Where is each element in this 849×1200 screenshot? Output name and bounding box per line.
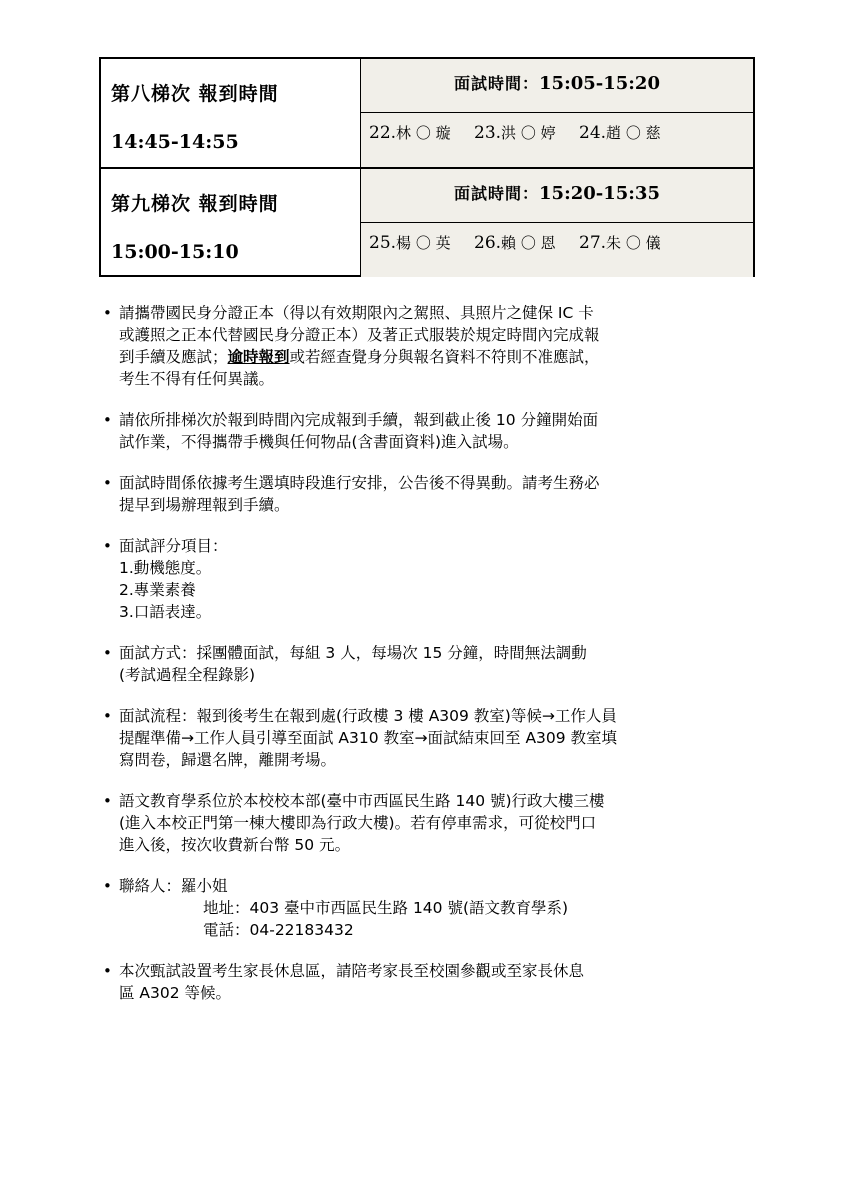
note-checkin-procedure <box>103 409 763 453</box>
scoring-item: 3.口語表達。 <box>119 603 212 621</box>
group-label: 第八梯次 報到時間 <box>111 83 279 105</box>
candidate <box>369 122 451 143</box>
bullet-icon: • <box>103 644 112 662</box>
candidate-name: 洪 〇 婷 <box>501 124 556 142</box>
late-arrival-emphasis: 逾時報到 <box>227 348 290 366</box>
bullet-icon: • <box>103 962 112 980</box>
note-line: (進入本校正門第一棟大樓即為行政大樓)。若有停車需求，可從校門口 <box>119 814 597 832</box>
bullet-icon: • <box>103 474 112 492</box>
note-line <box>119 346 763 368</box>
candidate-number: 25. <box>369 233 397 253</box>
interview-time-value: 15:20-15:35 <box>539 183 660 204</box>
note-line: 試作業，不得攜帶手機與任何物品(含書面資料)進入試場。 <box>119 433 519 451</box>
contact-person: 聯絡人：羅小姐 <box>119 877 228 895</box>
candidate <box>474 122 556 143</box>
bullet-icon: • <box>103 304 112 322</box>
candidate-name: 賴 〇 恩 <box>501 234 556 252</box>
bullet-icon: • <box>103 877 112 895</box>
note-contact <box>103 875 763 941</box>
schedule-group-9 <box>101 169 753 277</box>
note-line: 區 A302 等候。 <box>119 984 232 1002</box>
interview-time <box>361 181 753 204</box>
interview-time-label: 面試時間： <box>454 184 540 203</box>
interview-time-value: 15:05-15:20 <box>539 73 660 94</box>
note-line: 面試方式：採團體面試，每組 3 人，每場次 15 分鐘，時間無法調動 <box>119 644 587 662</box>
cell-divider <box>361 222 753 223</box>
note-line: 或護照之正本代替國民身分證正本）及著正式服裝於規定時間內完成報 <box>119 326 600 344</box>
candidate-name: 林 〇 璇 <box>396 124 451 142</box>
notes-list <box>103 302 763 1023</box>
scoring-item: 2.專業素養 <box>119 581 196 599</box>
candidate-list <box>369 122 679 143</box>
candidate <box>474 232 556 253</box>
candidate-number: 24. <box>579 123 607 143</box>
checkin-time: 14:45-14:55 <box>111 131 239 153</box>
scoring-item: 1.動機態度。 <box>119 559 212 577</box>
bullet-icon: • <box>103 411 112 429</box>
candidate-name: 朱 〇 儀 <box>606 234 661 252</box>
contact-address: 地址：403 臺中市西區民生路 140 號(語文教育學系) <box>203 899 569 917</box>
note-location-parking <box>103 790 763 856</box>
note-parent-lounge <box>103 960 763 1004</box>
group-info-cell <box>101 59 361 167</box>
candidate-number: 27. <box>579 233 607 253</box>
schedule-group-8 <box>101 59 753 167</box>
candidate <box>579 232 661 253</box>
bullet-icon: • <box>103 792 112 810</box>
candidate <box>579 122 661 143</box>
note-line: 面試時間係依據考生選填時段進行安排，公告後不得異動。請考生務必 <box>119 474 600 492</box>
candidate-number: 22. <box>369 123 397 143</box>
note-line: 進入後，按次收費新台幣 50 元。 <box>119 836 351 854</box>
candidate-list <box>369 232 679 253</box>
note-text: 或若經查覺身分與報名資料不符則不准應試， <box>289 348 600 366</box>
note-line: 本次甄試設置考生家長休息區，請陪考家長至校園參觀或至家長休息 <box>119 962 585 980</box>
note-id-requirement <box>103 302 763 390</box>
note-line: 面試流程：報到後考生在報到處(行政樓 3 樓 A309 教室)等候→工作人員 <box>119 707 617 725</box>
schedule-table <box>99 57 755 277</box>
note-line: 請依所排梯次於報到時間內完成報到手續，報到截止後 10 分鐘開始面 <box>119 411 599 429</box>
interview-time-label: 面試時間： <box>454 74 540 93</box>
note-scoring-items <box>103 535 763 623</box>
note-line: 考生不得有任何異議。 <box>119 370 275 388</box>
contact-phone: 電話：04-22183432 <box>203 921 354 939</box>
cell-divider <box>361 112 753 113</box>
note-line: 請攜帶國民身分證正本（得以有效期限內之駕照、具照片之健保 IC 卡 <box>119 304 594 322</box>
group-detail-cell <box>361 169 753 277</box>
note-line: 提早到場辦理報到手續。 <box>119 496 290 514</box>
note-line: 提醒準備→工作人員引導至面試 A310 教室→面試結束回至 A309 教室填 <box>119 729 618 747</box>
candidate-name: 趙 〇 慈 <box>606 124 661 142</box>
note-line: 語文教育學系位於本校校本部(臺中市西區民生路 140 號)行政大樓三樓 <box>119 792 605 810</box>
candidate-number: 26. <box>474 233 502 253</box>
note-title: 面試評分項目： <box>119 537 228 555</box>
bullet-icon: • <box>103 537 112 555</box>
candidate-name: 楊 〇 英 <box>396 234 451 252</box>
note-interview-format <box>103 642 763 686</box>
interview-time <box>361 71 753 94</box>
note-line: (考試過程全程錄影) <box>119 666 256 684</box>
note-interview-schedule <box>103 472 763 516</box>
group-info-cell <box>101 169 361 277</box>
checkin-time: 15:00-15:10 <box>111 241 239 263</box>
bullet-icon: • <box>103 707 112 725</box>
candidate <box>369 232 451 253</box>
group-detail-cell <box>361 59 753 167</box>
note-text: 到手續及應試； <box>119 348 228 366</box>
group-label: 第九梯次 報到時間 <box>111 193 279 215</box>
note-line: 寫問卷，歸還名牌，離開考場。 <box>119 751 337 769</box>
candidate-number: 23. <box>474 123 502 143</box>
note-interview-flow <box>103 705 763 771</box>
